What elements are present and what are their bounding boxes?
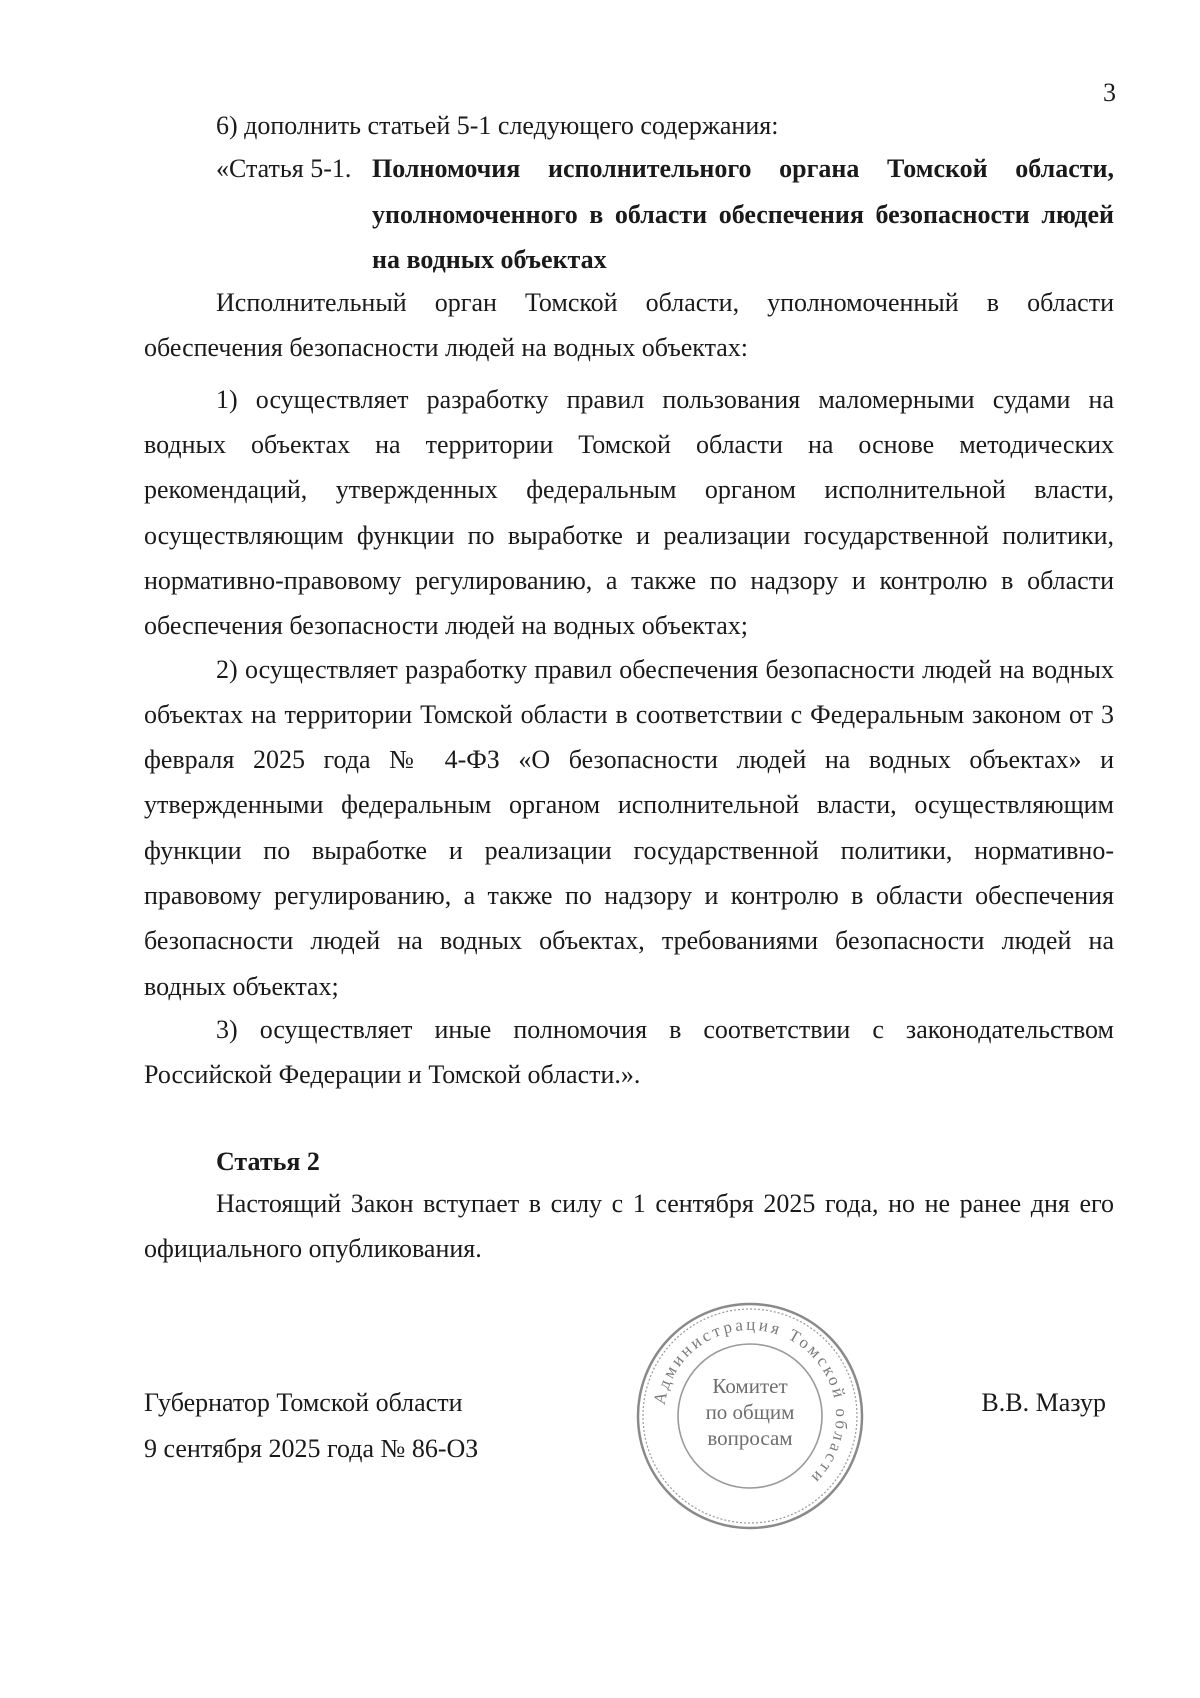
signatory-position: Губернатор Томской области <box>144 1388 463 1417</box>
svg-text:Администрация Томской области: Администрация Томской области <box>649 1314 852 1490</box>
signature-block <box>144 1380 478 1472</box>
article-2-title: Статья 2 <box>216 1146 320 1176</box>
paragraph-item-2: 2) осуществляет разработку правил обеспечения безопасности людей на водных объектах на территории Томской области в соответствии с Федеральным законом от 3 февраля 2025 года № 4-ФЗ «О безопасности людей на водных объектах» и утвержденными федеральным органом исполнительной власти, осуществляющим функции по выработке и реализации государственной политики, нормативно-правовому регулированию, а также по надзору и контролю в области обеспечения безопасности людей на водных объектах, требованиями безопасности людей на водных объектах; <box>144 654 1114 1001</box>
official-seal-stamp <box>634 1300 866 1532</box>
signatory-name: В.В. Мазур <box>981 1388 1106 1417</box>
article-2-text: Настоящий Закон вступает в силу с 1 сентября 2025 года, но не ранее дня его официального опубликования. <box>144 1188 1114 1264</box>
paragraph-item-1: 1) осуществляет разработку правил пользования маломерными судами на водных объектах на территории Томской области на основе методических рекомендаций, утвержденных федеральным органом исполнительной власти, осуществляющим функции по выработке и реализации государственной политики, нормативно-правовому регулированию, а также по надзору и контролю в области обеспечения безопасности людей на водных объектах; <box>144 384 1114 641</box>
article-5-1-title: Полномочия исполнительного органа Томской области, уполномоченного в области обеспечения безопасности людей на водных объектах <box>372 154 1114 274</box>
svg-text:Комитет: Комитет <box>712 1374 788 1398</box>
page-number: 3 <box>1103 78 1116 107</box>
svg-text:по общим: по общим <box>705 1400 795 1424</box>
document-body <box>144 103 1114 1271</box>
paragraph-intro: Исполнительный орган Томской области, уполномоченный в области обеспечения безопасности людей на водных объектах: <box>144 288 1114 363</box>
svg-text:вопросам: вопросам <box>707 1426 793 1450</box>
article-5-1-label: «Статья 5-1. <box>216 154 352 184</box>
paragraph-item-3: 3) осуществляет иные полномочия в соответствии с законодательством Российской Федерации и Томской области.». <box>144 1014 1114 1090</box>
amendment-intro: 6) дополнить статьей 5-1 следующего содержания: <box>216 111 779 140</box>
law-date-number: 9 сентября 2025 года № 86-ОЗ <box>144 1434 479 1463</box>
seal-graphic <box>634 1300 866 1532</box>
article-5-1-heading <box>144 146 1114 282</box>
